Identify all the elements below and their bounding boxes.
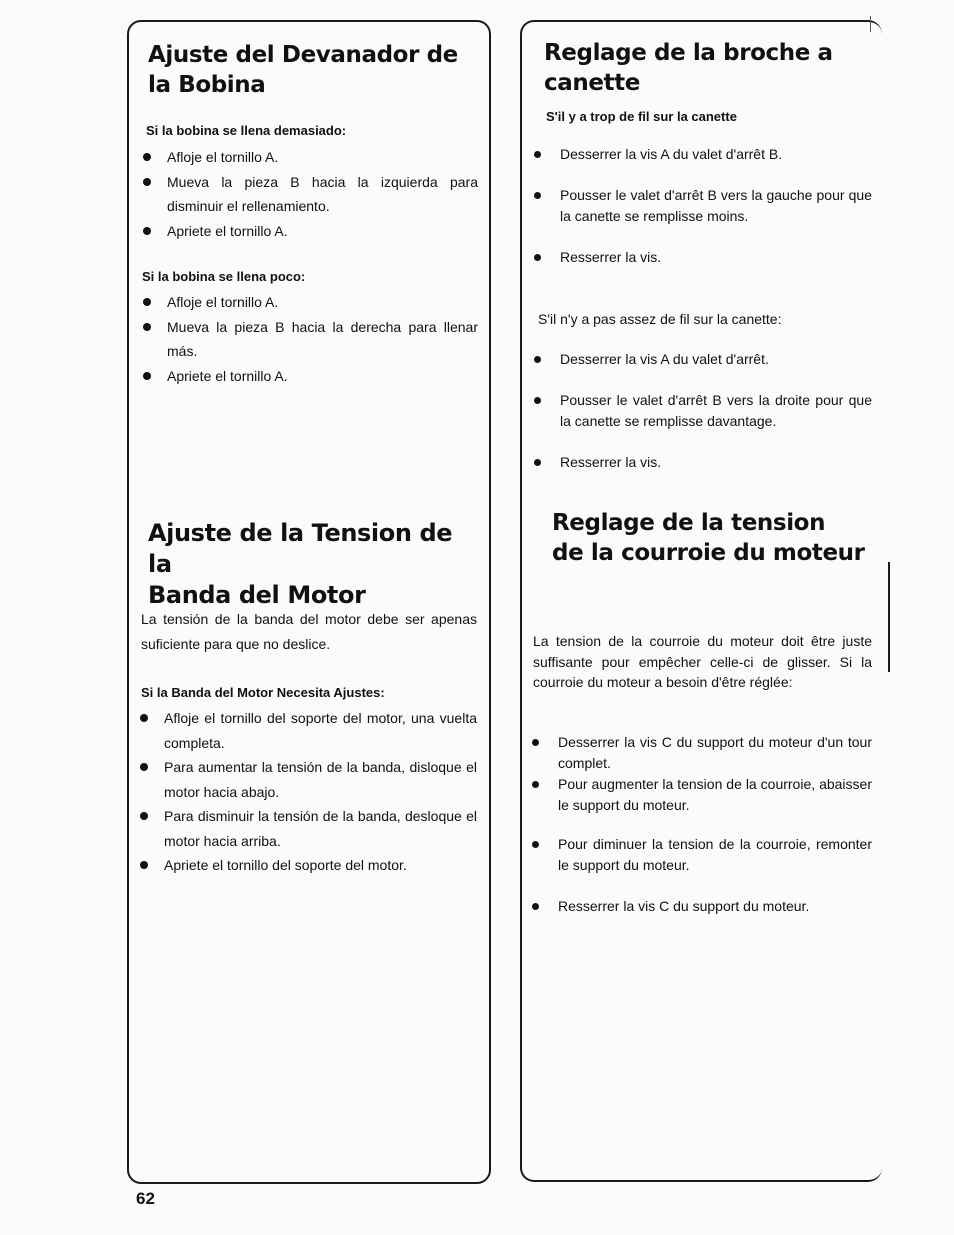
list-item: Pousser le valet d'arrêt B vers la droite pour que la canette se remplisse davantage. <box>534 390 872 432</box>
list-item: Mueva la pieza B hacia la derecha para llenar más. <box>141 315 478 364</box>
broche-step-2 <box>534 185 872 227</box>
tension-banda-title-line2: Banda del Motor <box>148 581 366 609</box>
tension-courroie-step-c <box>532 834 872 876</box>
tension-banda-title-line1: Ajuste de la Tension de la <box>148 519 453 578</box>
bobina-steps-overfill <box>141 145 478 243</box>
right-edge-tick <box>870 16 871 32</box>
broche-title-line2: canette <box>544 70 640 96</box>
bobina-title-line2: la Bobina <box>148 72 266 98</box>
list-item: Apriete el tornillo A. <box>141 364 478 389</box>
broche-subheading-overfill: S'il y a trop de fil sur la canette <box>546 109 737 124</box>
list-item: Pour diminuer la tension de la courroie, remonter le support du moteur. <box>532 834 872 876</box>
broche-title-line1: Reglage de la broche a <box>544 40 833 66</box>
broche-step-1 <box>534 144 872 165</box>
tension-banda-heading <box>148 518 483 611</box>
list-item: Mueva la pieza B hacia la izquierda para disminuir el rellenamiento. <box>141 170 478 219</box>
bobina-subheading-overfill: Si la bobina se llena demasiado: <box>146 123 347 138</box>
broche-step-3 <box>534 247 872 268</box>
tension-courroie-step-d <box>532 896 872 917</box>
tension-courroie-title-line2: de la courroie du moteur <box>552 540 865 566</box>
tension-banda-intro: La tensión de la banda del motor debe ser apenas suficiente para que no deslice. <box>141 611 477 652</box>
broche-heading <box>544 38 874 98</box>
list-item: Desserrer la vis A du valet d'arrêt B. <box>534 144 872 165</box>
broche-step-6 <box>534 452 872 473</box>
list-item: Para disminuir la tensión de la banda, desloque el motor hacia arriba. <box>138 804 477 853</box>
list-item: Afloje el tornillo del soporte del motor, una vuelta completa. <box>138 706 477 755</box>
bobina-steps-underfill <box>141 290 478 388</box>
page-number: 62 <box>136 1189 155 1208</box>
bobina-title-line1: Ajuste del Devanador de <box>148 42 458 68</box>
bobina-subheading-underfill: Si la bobina se llena poco: <box>142 269 306 284</box>
broche-step-4 <box>534 349 872 370</box>
list-item: Afloje el tornillo A. <box>141 290 478 315</box>
list-item: Para aumentar la tensión de la banda, disloque el motor hacia abajo. <box>138 755 477 804</box>
list-item: Afloje el tornillo A. <box>141 145 478 170</box>
right-margin-line <box>888 562 890 672</box>
list-item: Desserrer la vis A du valet d'arrêt. <box>534 349 872 370</box>
list-item: Resserrer la vis. <box>534 452 872 473</box>
list-item: Apriete el tornillo del soporte del motor. <box>138 853 477 878</box>
tension-courroie-intro: La tension de la courroie du moteur doit être juste suffisante pour empêcher celle-ci de glisser. Si la courroie du moteur a besoin d'être réglée: <box>533 633 872 690</box>
list-item: Resserrer la vis C du support du moteur. <box>532 896 872 917</box>
broche-subheading-underfill: S'il n'y a pas assez de fil sur la canette: <box>538 311 782 327</box>
tension-banda-steps <box>138 706 477 878</box>
bobina-heading <box>148 40 478 100</box>
broche-step-5 <box>534 390 872 432</box>
list-item: Pousser le valet d'arrêt B vers la gauche pour que la canette se remplisse moins. <box>534 185 872 227</box>
tension-banda-subheading: Si la Banda del Motor Necesita Ajustes: <box>141 685 385 700</box>
tension-courroie-title-line1: Reglage de la tension <box>552 510 826 536</box>
tension-courroie-heading <box>552 508 882 568</box>
list-item: Desserrer la vis C du support du moteur d'un tour complet. <box>532 732 872 774</box>
list-item: Apriete el tornillo A. <box>141 219 478 244</box>
tension-courroie-steps-a <box>532 732 872 816</box>
list-item: Resserrer la vis. <box>534 247 872 268</box>
list-item: Pour augmenter la tension de la courroie, abaisser le support du moteur. <box>532 774 872 816</box>
